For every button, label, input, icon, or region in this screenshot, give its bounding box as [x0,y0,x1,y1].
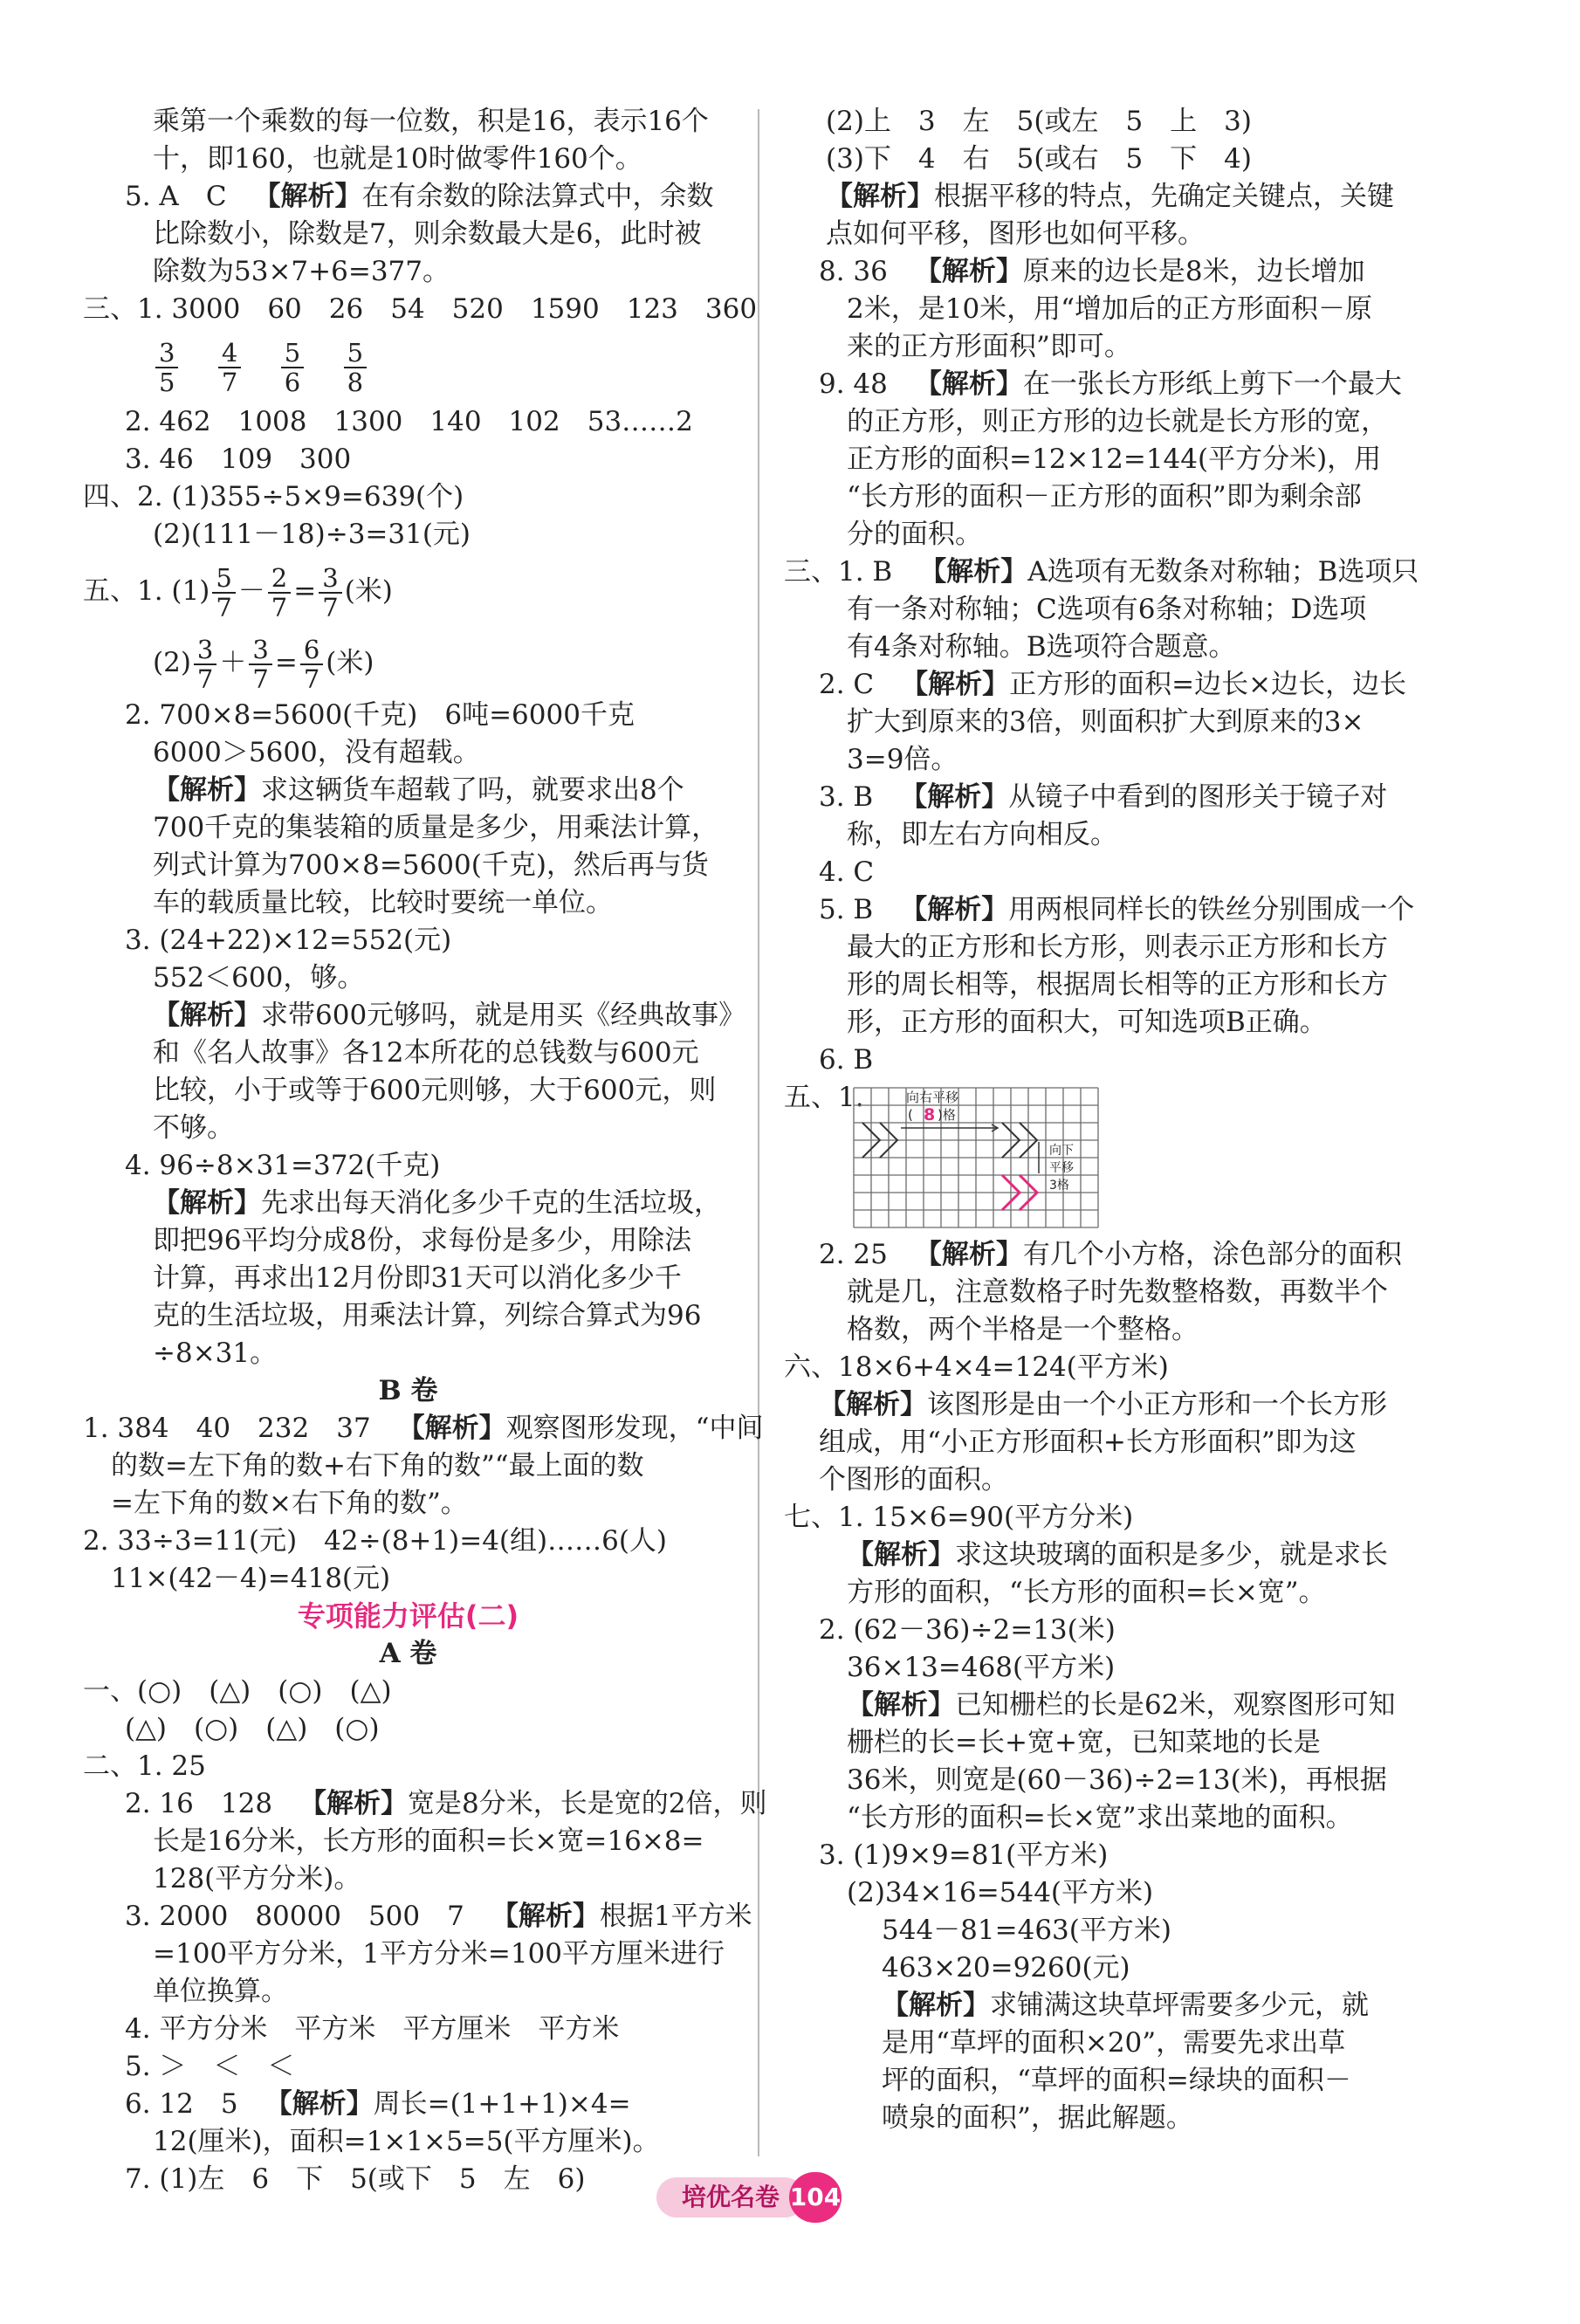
text-line: 乘第一个乘数的每一位数，积是16，表示16个 [153,106,709,137]
answer-line: 1. 384 40 232 37 【解析】观察图形发现，“中间 [83,1410,733,1447]
text-line: “长方形的面积－正方形的面积”即为剩余部 [847,481,1362,512]
text-line: 单位换算。 [153,1976,288,2007]
text-line: 比除数小，除数是7，则余数最大是6，此时被 [153,218,702,250]
answer-line [83,178,733,216]
analysis-tag: 【解析】 [847,1689,955,1721]
text-line: ÷8×31。 [153,1337,278,1369]
text-line: 的正方形，则正方形的边长就是长方形的宽， [847,406,1388,437]
answer-line: 4. C [819,856,875,888]
text-line: 称，即左右方向相反。 [847,819,1117,850]
analysis-tag: 【解析】 [919,556,1028,588]
analysis-tag: 【解析】 [819,1389,927,1420]
text-line: 来的正方形面积”即可。 [847,331,1131,362]
analysis-line: 【解析】已知栅栏的长是62米，观察图形可知 [784,1687,1425,1724]
answer-line: 2. C 【解析】正方形的面积=边长×边长，边长 [784,666,1425,704]
grid-value: 8 [924,1105,936,1124]
text-line: 列式计算为700×8=5600(千克)，然后再与货 [153,849,709,881]
answer-line: 2. 700×8=5600(千克) 6吨=6000千克 [125,699,635,731]
text-line: 不够。 [153,1112,234,1144]
analysis-tag: 【解析】 [882,1990,990,2021]
text-line: 格数，两个半格是一个整格。 [847,1314,1199,1345]
analysis-line: 【解析】根据平移的特点，先确定关键点，关键 [784,178,1425,216]
section-line: 三、1. B 【解析】A选项有无数条对称轴；B选项只 [784,553,1425,591]
analysis-tag: 【解析】 [153,1000,261,1031]
analysis-tag: 【解析】 [299,1788,409,1819]
analysis-line: 【解析】求带600元够吗，就是用买《经典故事》 [83,997,733,1035]
analysis-tag: 【解析】 [847,1539,955,1571]
answer-line: 3. (24+22)×12=552(元) [125,925,452,956]
text-line: 2米，是10米，用“增加后的正方形面积－原 [847,293,1373,325]
answer-line: (2)上 3 左 5(或左 5 上 3) [826,106,1252,137]
fraction: $\frac{3}{5}$ [155,339,178,396]
analysis-tag: 【解析】 [901,669,1010,700]
text-line: 就是几，注意数格子时先数整格数，再数半个 [847,1276,1388,1308]
text-line: 12(厘米)，面积=1×1×5=5(平方厘米)。 [153,2126,660,2157]
answer-line: 9. 48 【解析】在一张长方形纸上剪下一个最大 [784,366,1425,403]
answer-line: 3. 2000 80000 500 7 【解析】根据1平方米 [83,1898,733,1936]
text-line: 比较，小于或等于600元则够，大于600元，则 [153,1075,717,1106]
text-line: 是用“草坪的面积×20”，需要先求出草 [882,2027,1346,2059]
answer-line: 2. 16 128 【解析】宽是8分米，长是宽的2倍，则 [83,1785,733,1823]
answer-line: 6. B [819,1044,874,1076]
analysis-tag: 【解析】 [153,774,261,806]
text-line: 形，正方形的面积大，可知选项B正确。 [847,1007,1327,1038]
section-line: 六、18×6+4×4=124(平方米) [784,1351,1169,1383]
grid-label-paren: ( [908,1107,913,1123]
text-line: 分的面积。 [847,519,982,550]
text-line: 3=9倍。 [847,744,958,775]
answer-line: (3)下 4 右 5(或右 5 下 4) [826,143,1252,175]
page-number: 104 [789,2172,842,2223]
grid-label-down: 向下 [1049,1144,1074,1158]
fraction-row [83,328,733,403]
translation-grid [852,1086,1100,1229]
text-line: 即把96平均分成8份，求每份是多少，用除法 [153,1225,692,1256]
answer-line: 3. B 【解析】从镜子中看到的图形关于镜子对 [784,779,1425,816]
page-footer [656,2172,866,2224]
text-line: 点如何平移，图形也如何平移。 [826,218,1205,250]
text-line: 车的载质量比较，比较时要统一单位。 [153,887,613,918]
answer-line: (2)(111－18)÷3=31(元) [153,519,471,550]
answer-line: (△) (○) (△) (○) [125,1713,380,1744]
text-line: 和《名人故事》各12本所花的总钱数与600元 [153,1037,699,1069]
answer-line: 463×20=9260(元) [882,1952,1130,1984]
analysis-line: 【解析】求这块玻璃的面积是多少，就是求长 [784,1537,1425,1574]
fraction-equation: (2) $\frac{3}{7}$ ＋ $\frac{3}{7}$ = $\frac{6}{7}$ (米) [153,634,374,694]
text-line: “长方形的面积=长×宽”求出菜地的面积。 [847,1802,1353,1833]
analysis-tag: 【解析】 [914,256,1023,287]
grid-label-3: 3格 [1049,1179,1069,1193]
part-title: B 卷 [378,1375,438,1406]
text-line: 十，即160，也就是10时做零件160个。 [153,143,642,175]
text-line: 有4条对称轴。B选项符合题意。 [847,631,1236,663]
answer-line: (2)34×16=544(平方米) [847,1877,1154,1908]
grid-lines [854,1088,1098,1227]
text-line: 计算，再求出12月份即31天可以消化多少千 [153,1262,682,1294]
analysis-tag: 【解析】 [826,181,934,212]
text-line: 700千克的集装箱的质量是多少，用乘法计算， [153,812,719,843]
text-line: 形的周长相等，根据周长相等的正方形和长方 [847,969,1388,1000]
text-line: 最大的正方形和长方形，则表示正方形和长方 [847,932,1388,963]
analysis-tag: 【解析】 [900,894,1009,925]
text-line: 扩大到原来的3倍，则面积扩大到原来的3× [847,706,1364,738]
text-line: 坪的面积，“草坪的面积=绿块的面积－ [882,2065,1351,2096]
answer-line: 5. B 【解析】用两根同样长的铁丝分别围成一个 [784,891,1425,929]
text-line: =100平方分米，1平方分米=100平方厘米进行 [153,1938,725,1970]
text-line: 正方形的面积=12×12=144(平方分米)，用 [847,443,1382,475]
analysis-tag: 【解析】 [914,1239,1023,1270]
translation-figure [784,1079,1425,1236]
analysis-tag: 【解析】 [914,368,1023,400]
answer-line: 4. 平方分米 平方米 平方厘米 平方米 [125,2013,620,2045]
section-line: 五、1. [784,1082,864,1113]
right-column [784,103,1425,2137]
answer-line: 2. 25 【解析】有几个小方格，涂色部分的面积 [784,1236,1425,1274]
text-line: 除数为53×7+6=377。 [153,256,450,287]
text-line: 个图形的面积。 [819,1464,1008,1495]
text-line: 克的生活垃圾，用乘法计算，列综合算式为96 [153,1300,702,1331]
section-title: 专项能力评估(二) [297,1599,519,1633]
analysis-tag: 【解析】 [153,1187,261,1219]
answer-line: 7. (1)左 6 下 5(或下 5 左 6) [125,2163,586,2195]
text-line: 长是16分米，长方形的面积=长×宽=16×8= [153,1826,704,1857]
part-title: A 卷 [379,1638,437,1669]
analysis-tag: 【解析】 [264,2088,374,2120]
answer-line: 4. 96÷8×31=372(千克) [125,1150,441,1181]
analysis-tag: 【解析】 [900,781,1009,813]
answer-line: 5. ＞ ＜ ＜ [125,2051,295,2082]
column-divider [758,109,759,2156]
analysis-tag: 【解析】 [397,1413,506,1444]
analysis-line: 【解析】先求出每天消化多少千克的生活垃圾， [83,1185,733,1222]
section-line: 四、2. (1)355÷5×9=639(个) [83,481,464,512]
answer-line: 3. 46 109 300 [125,443,352,475]
analysis-line: 【解析】该图形是由一个小正方形和一个长方形 [784,1386,1425,1424]
footer-brand-label: 培优名卷 [656,2177,805,2217]
grid-label-right: 向右平移 [906,1090,959,1105]
fraction: $\frac{5}{6}$ [281,339,304,396]
answer-line: 3. (1)9×9=81(平方米) [819,1839,1109,1871]
fraction-equation: 五、1. (1) $\frac{5}{7}$ － $\frac{2}{7}$ = $\frac{3}{7}$ (米) [83,562,393,622]
answer-text: 5. A C [125,181,254,212]
answer-line: 6. 12 5 【解析】周长=(1+1+1)×4= [83,2086,733,2123]
text-line: 有一条对称轴；C选项有6条对称轴；D选项 [847,594,1367,625]
section-line: 七、1. 15×6=90(平方分米) [784,1502,1134,1533]
text-line: 栅栏的长=长+宽+宽，已知菜地的长是 [847,1727,1321,1758]
text-line: 的数=左下角的数+右下角的数”“最上面的数 [111,1450,644,1482]
answer-line: 544－81=463(平方米) [882,1915,1171,1946]
analysis-line: 【解析】求这辆货车超载了吗，就要求出8个 [83,772,733,809]
fraction: $\frac{4}{7}$ [218,339,241,396]
answer-line: 552＜600，够。 [153,962,365,994]
text-line: 36米，则宽是(60－36)÷2=13(米)，再根据 [847,1764,1387,1796]
analysis-tag: 【解析】 [491,1901,600,1932]
section-line: 三、1. 3000 60 26 54 520 1590 123 360 [83,293,758,325]
grid-label-move: 平移 [1049,1161,1074,1175]
text-line: 组成，用“小正方形面积+长方形面积”即为这 [819,1427,1357,1458]
grid-label-cells: )格 [938,1107,956,1123]
answer-line: 二、1. 25 [83,1750,206,1782]
text-line: 128(平方分米)。 [153,1863,361,1894]
answer-line: 8. 36 【解析】原来的边长是8米，边长增加 [784,253,1425,291]
answer-line: 2. 462 1008 1300 140 102 53……2 [125,406,693,437]
fraction: $\frac{5}{8}$ [344,339,367,396]
answer-line: 一、(○) (△) (○) (△) [83,1675,392,1707]
answer-text: 在有余数的除法算式中，余数 [361,181,714,212]
answer-line: 11×(42－4)=418(元) [111,1563,391,1594]
text-line: 方形的面积，“长方形的面积=长×宽”。 [847,1577,1326,1608]
answer-line: 2. (62－36)÷2=13(米) [819,1614,1116,1646]
left-column [83,103,767,2198]
answer-line: 6000＞5600，没有超载。 [153,737,480,768]
analysis-line: 【解析】求铺满这块草坪需要多少元，就 [784,1987,1425,2025]
analysis-tag: 【解析】 [253,181,362,212]
answer-line: 2. 33÷3=11(元) 42÷(8+1)=4(组)……6(人) [83,1525,668,1557]
text-line: =左下角的数×右下角的数”。 [111,1488,468,1519]
text-line: 喷泉的面积”，据此解题。 [882,2102,1193,2134]
answer-line: 36×13=468(平方米) [847,1652,1116,1683]
